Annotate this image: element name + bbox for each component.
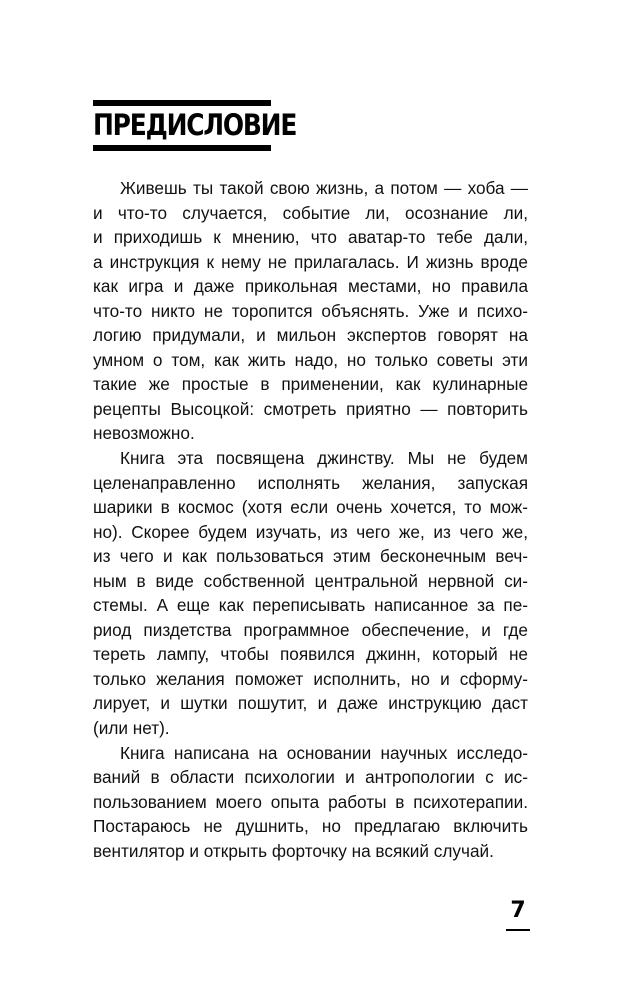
chapter-heading-block [93,100,297,151]
text-line: Живешь ты такой свою жизнь, а потом — хоба — [120,178,528,198]
chapter-heading: ПРЕДИСЛОВИЕ [93,108,297,142]
heading-rule-bottom [93,145,271,151]
page-number-rule [506,929,530,931]
text-line: ваний в области психологии и антропологии с ис- [93,767,528,788]
text-line: невозможно. [93,423,195,444]
text-line: Книга эта посвящена джинству. Мы не будем [120,448,528,469]
text-line: лирует, и шутки пошутит, и даже инструкцию даст [93,693,528,714]
text-line: как игра и даже прикольная местами, но правила [93,276,528,297]
paragraph [93,741,528,864]
text-line: только желания поможет исполнить, но и сформу- [93,668,528,689]
text-line: целенаправленно исполнять желания, запуская [93,472,528,493]
paragraph [93,176,528,446]
text-line: шарики в космос (хотя если очень хочется, то мож- [93,497,528,518]
body-text [93,176,528,863]
page-number: 7 [510,898,526,923]
text-line: а инструкция к нему не прилагалась. И жизнь вроде [93,251,528,272]
text-line: но). Скорее будем изучать, из чего же, из чего же, [93,521,528,542]
text-line: и что-то случается, событие ли, осознание ли, [93,202,528,223]
paragraph [93,446,528,741]
text-line: что-то никто не торопится объяснять. Уже и психо- [93,300,528,321]
text-line: пользованием моего опыта работы в психотерапии. [93,791,528,812]
text-line: и приходишь к мнению, что аватар-то тебе дали, [93,227,528,248]
text-line: рецепты Высоцкой: смотреть приятно — повторить [93,398,528,419]
text-line: (или нет). [93,718,170,739]
page-number-block [506,897,530,931]
text-line: логию придумали, и мильон экспертов говорят на [93,325,528,346]
text-line: стемы. А еще как переписывать написанное за пе- [93,595,528,616]
text-line: риод пиздетства программное обеспечение, и где [93,619,528,640]
text-line: вентилятор и открыть форточку на всякий случай. [93,840,494,861]
text-line: из чего и как пользоваться этим бесконечным веч- [93,546,528,567]
text-line: тереть лампу, чтобы появился джинн, который не [93,644,528,665]
text-line: Книга написана на основании научных исследо- [120,742,528,763]
text-line: ным в виде собственной центральной нервной си- [93,570,528,591]
text-line: такие же простые в применении, как кулинарные [93,374,528,395]
text-line: Постараюсь не душнить, но предлагаю включить [93,816,528,837]
text-line: умном о том, как жить надо, но только советы эти [93,349,528,370]
